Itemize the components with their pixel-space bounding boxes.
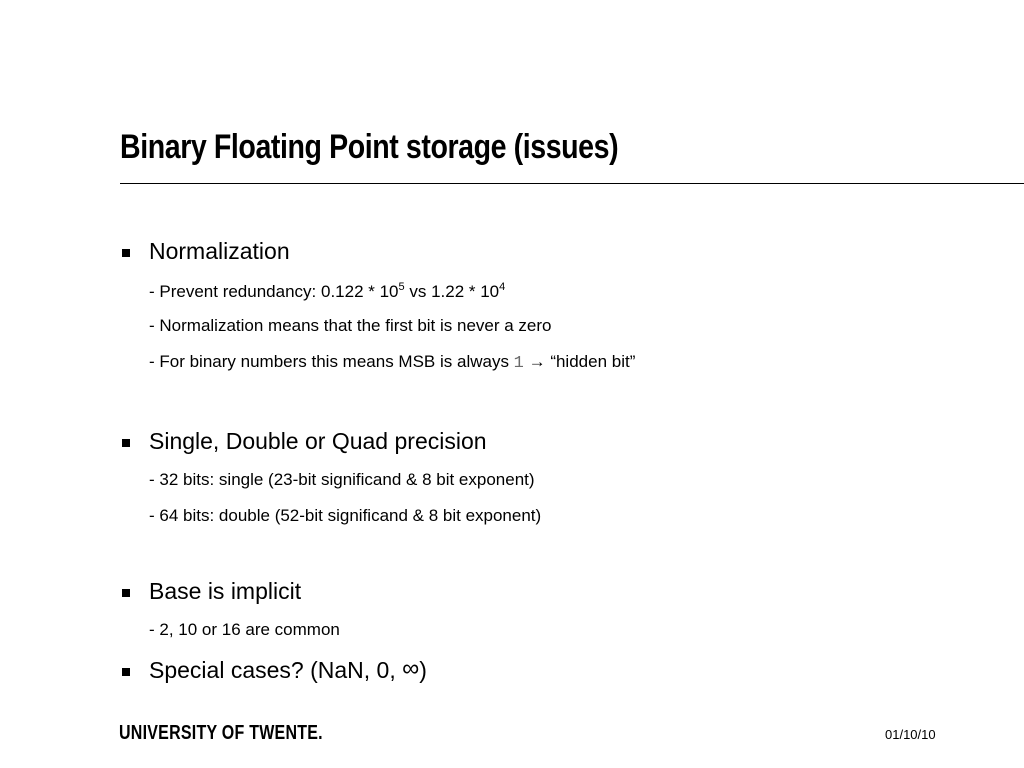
bullet-base (122, 578, 301, 605)
bullet-square-icon (122, 589, 130, 597)
msb-code-value: 1 (513, 354, 524, 373)
bullet-normalization (122, 238, 290, 265)
bullet-square-icon (122, 249, 130, 257)
slide-title: Binary Floating Point storage (issues) (120, 128, 619, 166)
normalization-line-redundancy (149, 281, 505, 302)
hidden-bit-text-suffix: → “hidden bit” (523, 352, 636, 371)
exponent-4: 4 (499, 281, 506, 293)
precision-line-double: - 64 bits: double (52-bit significand & 8 bit exponent) (149, 506, 542, 525)
title-divider (120, 183, 1024, 184)
special-cases-suffix: ) (419, 657, 427, 683)
bullet-heading: Single, Double or Quad precision (149, 428, 487, 454)
university-logo: UNIVERSITY OF TWENTE. (119, 722, 323, 744)
bullet-heading: Base is implicit (149, 578, 302, 604)
bullet-precision (122, 428, 487, 455)
base-line-common: - 2, 10 or 16 are common (149, 620, 340, 639)
normalization-line-first-bit: - Normalization means that the first bit is never a zero (149, 316, 552, 335)
bullet-square-icon (122, 668, 130, 676)
special-cases-prefix: Special cases? (NaN, 0, (149, 657, 403, 683)
redundancy-text-middle: vs 1.22 * 10 (404, 282, 500, 301)
slide-date: 01/10/10 (885, 727, 936, 742)
redundancy-text-prefix: - Prevent redundancy: 0.122 * 10 (149, 282, 399, 301)
exponent-5: 5 (398, 281, 405, 293)
bullet-heading: Normalization (149, 238, 290, 264)
bullet-square-icon (122, 439, 130, 447)
bullet-special-cases (122, 657, 427, 685)
normalization-line-hidden-bit (149, 352, 635, 373)
precision-line-single: - 32 bits: single (23-bit significand & 8 bit exponent) (149, 470, 535, 489)
hidden-bit-text-prefix: - For binary numbers this means MSB is always (149, 352, 514, 371)
bullet-heading (149, 657, 427, 685)
infinity-symbol: ∞ (402, 655, 420, 682)
